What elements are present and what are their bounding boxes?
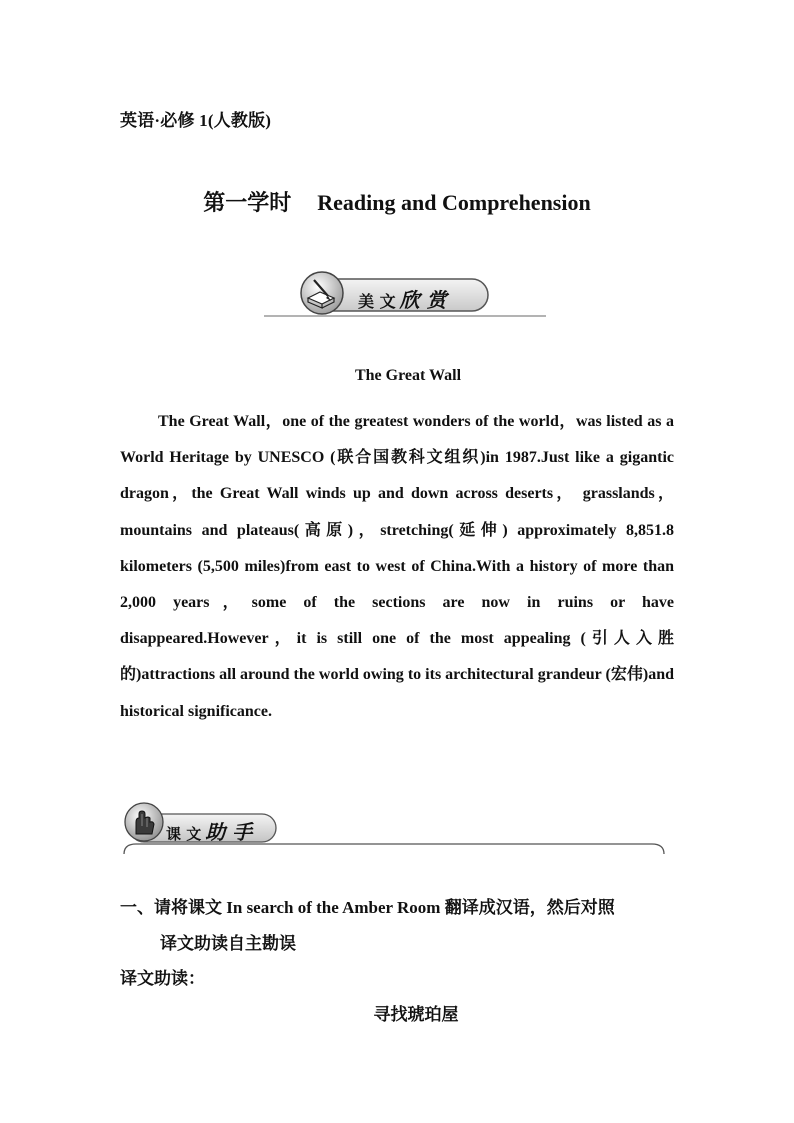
article-body: The Great Wall，one of the greatest wonders of the world，was listed as a World Heritage by UNESCO (联合国教科文组织)in 1987.Just like a gigantic dragon，the Great Wall winds up and down across deserts， grasslands， mountains and plateaus(高原)，stretching(延伸) approximately 8,851.8 kilometers (5,500 miles)from east to west of China.With a history of more than 2,000 years，some of the sections are now in ruins or have disappeared.However，it is still one of the most appealing (引人入胜的)attractions all around the world owing to its architectural grandeur (宏伟)and historical significance. (120, 413, 674, 720)
lesson-title (0, 186, 794, 217)
article-title: The Great Wall (354, 367, 462, 384)
banner-label (166, 816, 252, 845)
lesson-name: Reading and Comprehension (317, 190, 591, 215)
banner-label-big: 助 手 (205, 820, 253, 844)
banner-label (358, 284, 447, 313)
translation-aid-label: 译文助读： (120, 969, 205, 988)
task-instruction (120, 890, 680, 962)
banner-label-small: 课 文 (166, 825, 202, 843)
banner-label-small: 美 文 (358, 292, 396, 311)
section-banner-appreciation (262, 268, 548, 322)
lesson-number: 第一学时 (203, 190, 292, 215)
book-header: 英语·必修 1(人教版) (120, 111, 272, 130)
section-banner-text-assistant (120, 800, 668, 856)
task-line-1: 一、请将课文 In search of the Amber Room 翻译成汉语，然后对照 (120, 898, 615, 917)
banner-label-big: 欣 赏 (399, 288, 447, 312)
task-line-2: 译文助读自主勘误 (160, 934, 296, 953)
translation-title: 寻找琥珀屋 (373, 1005, 459, 1024)
